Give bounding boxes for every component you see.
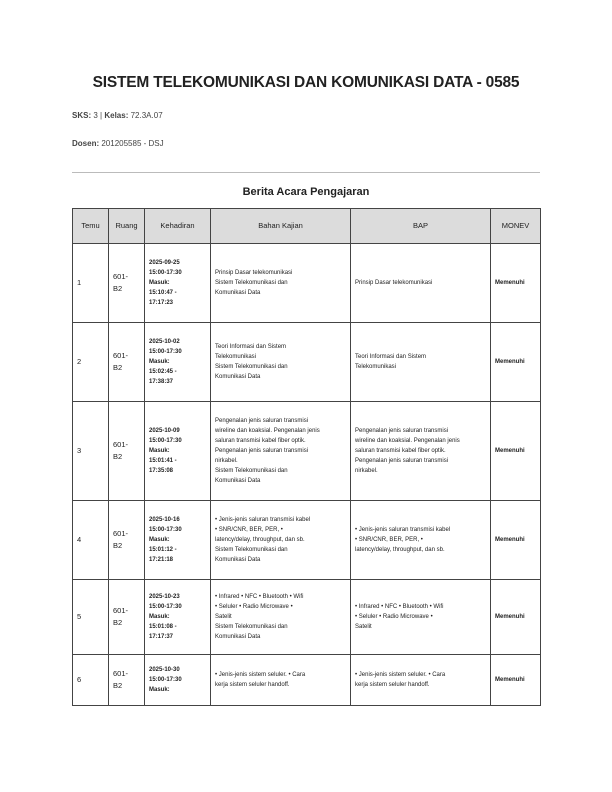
- bahan-kajian-line: Teori Informasi dan Sistem: [215, 344, 287, 350]
- dosen-value: 201205585 - DSJ: [101, 139, 164, 148]
- bap-line: Teori Informasi dan Sistem: [355, 354, 427, 360]
- temu-cell: 1: [73, 244, 109, 323]
- table-body: [73, 244, 541, 706]
- table-row: [73, 655, 541, 706]
- bahan-kajian-line: Prinsip Dasar telekomunikasi: [215, 270, 293, 276]
- sks-label: SKS:: [72, 111, 92, 120]
- bahan-kajian-line: • Seluler • Radio Microwave •: [215, 604, 293, 610]
- ruang-line: 601-: [113, 606, 129, 615]
- bahan-kajian-line: Sistem Telekomunikasi dan: [215, 468, 288, 474]
- kehadiran-line: 15:00-17:30: [149, 677, 182, 683]
- ruang-line: B2: [113, 541, 123, 550]
- ruang-line: 601-: [113, 529, 129, 538]
- kehadiran-line: 15:01:08 -: [149, 624, 177, 630]
- monev-cell: Memenuhi: [491, 580, 541, 655]
- bap-line: latency/delay, throughput, dan sb.: [355, 547, 445, 553]
- table-row: [73, 402, 541, 501]
- meta-separator: |: [100, 111, 103, 120]
- bahan-kajian-line: kerja sistem seluler handoff.: [215, 682, 290, 688]
- table-row: [73, 244, 541, 323]
- ruang-line: B2: [113, 681, 123, 690]
- bap-line: • Infrared • NFC • Bluetooth • Wifi: [355, 604, 444, 610]
- kehadiran-line: Masuk:: [149, 448, 170, 454]
- kelas-label: Kelas:: [104, 111, 129, 120]
- bahan-kajian-line: wireline dan koaksial. Pengenalan jenis: [215, 428, 320, 434]
- bap-line: saluran transmisi kabel fiber optik.: [355, 448, 446, 454]
- bap-line: • Seluler • Radio Microwave •: [355, 614, 433, 620]
- bap-line: • Jenis-jenis saluran transmisi kabel: [355, 527, 451, 533]
- teaching-record-table: [72, 208, 541, 706]
- kehadiran-line: 2025-10-09: [149, 428, 180, 434]
- kehadiran-line: 17:35:08: [149, 468, 174, 474]
- lecturer-meta: [72, 139, 164, 148]
- ruang-line: B2: [113, 452, 123, 461]
- kehadiran-line: 15:02:45 -: [149, 369, 177, 375]
- kehadiran-line: 15:01:12 -: [149, 547, 177, 553]
- kehadiran-line: 17:38:37: [149, 379, 174, 385]
- kelas-value: 72.3A.07: [130, 111, 163, 120]
- bap-cell: [351, 580, 491, 655]
- bahan-kajian-line: • Jenis-jenis sistem seluler. • Cara: [215, 672, 306, 678]
- bahan-kajian-line: latency/delay, throughput, dan sb.: [215, 537, 305, 543]
- ruang-line: 601-: [113, 440, 129, 449]
- bap-line: Pengenalan jenis saluran transmisi: [355, 428, 449, 434]
- monev-cell: Memenuhi: [491, 655, 541, 706]
- bap-line: wireline dan koaksial. Pengenalan jenis: [355, 438, 460, 444]
- kehadiran-cell: [145, 501, 211, 580]
- header-bap: BAP: [351, 209, 491, 244]
- temu-cell: 4: [73, 501, 109, 580]
- kehadiran-line: Masuk:: [149, 687, 170, 693]
- bahan-kajian-line: Komunikasi Data: [215, 634, 261, 640]
- bahan-kajian-line: nirkabel.: [215, 458, 238, 464]
- temu-cell: 5: [73, 580, 109, 655]
- ruang-line: B2: [113, 618, 123, 627]
- monev-cell: Memenuhi: [491, 244, 541, 323]
- kehadiran-cell: [145, 323, 211, 402]
- table-header-row: [73, 209, 541, 244]
- header-ruang: Ruang: [109, 209, 145, 244]
- bap-cell: [351, 402, 491, 501]
- section-title: Berita Acara Pengajaran: [242, 186, 370, 198]
- bahan-kajian-cell: [211, 501, 351, 580]
- bap-line: Telekomunikasi: [355, 364, 397, 370]
- ruang-cell: [109, 655, 145, 706]
- bap-line: nirkabel.: [355, 468, 378, 474]
- bap-line: • Jenis-jenis sistem seluler. • Cara: [355, 672, 446, 678]
- kehadiran-line: 2025-10-02: [149, 339, 180, 345]
- kehadiran-line: Masuk:: [149, 537, 170, 543]
- kehadiran-line: 17:21:18: [149, 557, 174, 563]
- bahan-kajian-cell: [211, 323, 351, 402]
- sks-value: 3: [93, 111, 98, 120]
- kehadiran-cell: [145, 655, 211, 706]
- bahan-kajian-line: Sistem Telekomunikasi dan: [215, 364, 288, 370]
- monev-cell: Memenuhi: [491, 501, 541, 580]
- ruang-line: 601-: [113, 351, 129, 360]
- bahan-kajian-line: Telekomunikasi: [215, 354, 257, 360]
- kehadiran-line: 17:17:23: [149, 300, 174, 306]
- bap-line: Pengenalan jenis saluran transmisi: [355, 458, 449, 464]
- bahan-kajian-line: • Jenis-jenis saluran transmisi kabel: [215, 517, 311, 523]
- bahan-kajian-line: Pengenalan jenis saluran transmisi: [215, 448, 309, 454]
- ruang-cell: [109, 323, 145, 402]
- document-title: SISTEM TELEKOMUNIKASI DAN KOMUNIKASI DATA - 0585: [92, 74, 520, 91]
- kehadiran-line: 15:00-17:30: [149, 438, 182, 444]
- dosen-label: Dosen:: [72, 139, 100, 148]
- header-temu: Temu: [73, 209, 109, 244]
- bahan-kajian-line: Komunikasi Data: [215, 478, 261, 484]
- kehadiran-line: 2025-10-30: [149, 667, 180, 673]
- bap-line: kerja sistem seluler handoff.: [355, 682, 430, 688]
- bap-cell: [351, 501, 491, 580]
- kehadiran-line: Masuk:: [149, 359, 170, 365]
- temu-cell: 2: [73, 323, 109, 402]
- bahan-kajian-line: Komunikasi Data: [215, 374, 261, 380]
- bahan-kajian-line: Sistem Telekomunikasi dan: [215, 280, 288, 286]
- kehadiran-line: Masuk:: [149, 614, 170, 620]
- divider: [72, 172, 540, 173]
- kehadiran-line: 2025-10-23: [149, 594, 180, 600]
- bahan-kajian-line: Komunikasi Data: [215, 557, 261, 563]
- table-row: [73, 501, 541, 580]
- monev-cell: Memenuhi: [491, 323, 541, 402]
- temu-cell: 3: [73, 402, 109, 501]
- bahan-kajian-line: • SNR/CNR, BER, PER, •: [215, 527, 283, 533]
- bap-cell: [351, 244, 491, 323]
- ruang-line: 601-: [113, 669, 129, 678]
- ruang-line: 601-: [113, 272, 129, 281]
- kehadiran-line: 15:10:47 -: [149, 290, 177, 296]
- bahan-kajian-line: saluran transmisi kabel fiber optik.: [215, 438, 306, 444]
- bap-cell: [351, 323, 491, 402]
- kehadiran-line: 15:00-17:30: [149, 270, 182, 276]
- ruang-cell: [109, 402, 145, 501]
- kehadiran-line: 15:01:41 -: [149, 458, 177, 464]
- bahan-kajian-line: Satelit: [215, 614, 232, 620]
- bahan-kajian-line: Sistem Telekomunikasi dan: [215, 624, 288, 630]
- header-bahan-kajian: Bahan Kajian: [211, 209, 351, 244]
- kehadiran-cell: [145, 402, 211, 501]
- bahan-kajian-cell: [211, 402, 351, 501]
- bap-cell: [351, 655, 491, 706]
- kehadiran-line: 15:00-17:30: [149, 349, 182, 355]
- bap-line: Satelit: [355, 624, 372, 630]
- bahan-kajian-line: Komunikasi Data: [215, 290, 261, 296]
- kehadiran-cell: [145, 580, 211, 655]
- header-monev: MONEV: [491, 209, 541, 244]
- ruang-line: B2: [113, 363, 123, 372]
- temu-cell: 6: [73, 655, 109, 706]
- kehadiran-line: 17:17:37: [149, 634, 174, 640]
- bap-line: • SNR/CNR, BER, PER, •: [355, 537, 423, 543]
- bahan-kajian-cell: [211, 244, 351, 323]
- course-meta: [72, 111, 163, 120]
- bahan-kajian-line: Pengenalan jenis saluran transmisi: [215, 418, 309, 424]
- kehadiran-cell: [145, 244, 211, 323]
- monev-cell: Memenuhi: [491, 402, 541, 501]
- kehadiran-line: 15:00-17:30: [149, 527, 182, 533]
- kehadiran-line: Masuk:: [149, 280, 170, 286]
- bahan-kajian-line: Sistem Telekomunikasi dan: [215, 547, 288, 553]
- ruang-cell: [109, 501, 145, 580]
- bap-line: Prinsip Dasar telekomunikasi: [355, 280, 433, 286]
- bahan-kajian-cell: [211, 655, 351, 706]
- kehadiran-line: 2025-10-16: [149, 517, 180, 523]
- kehadiran-line: 15:00-17:30: [149, 604, 182, 610]
- kehadiran-line: 2025-09-25: [149, 260, 180, 266]
- ruang-cell: [109, 580, 145, 655]
- table-row: [73, 323, 541, 402]
- ruang-cell: [109, 244, 145, 323]
- ruang-line: B2: [113, 284, 123, 293]
- header-kehadiran: Kehadiran: [145, 209, 211, 244]
- table-row: [73, 580, 541, 655]
- bahan-kajian-cell: [211, 580, 351, 655]
- bahan-kajian-line: • Infrared • NFC • Bluetooth • Wifi: [215, 594, 304, 600]
